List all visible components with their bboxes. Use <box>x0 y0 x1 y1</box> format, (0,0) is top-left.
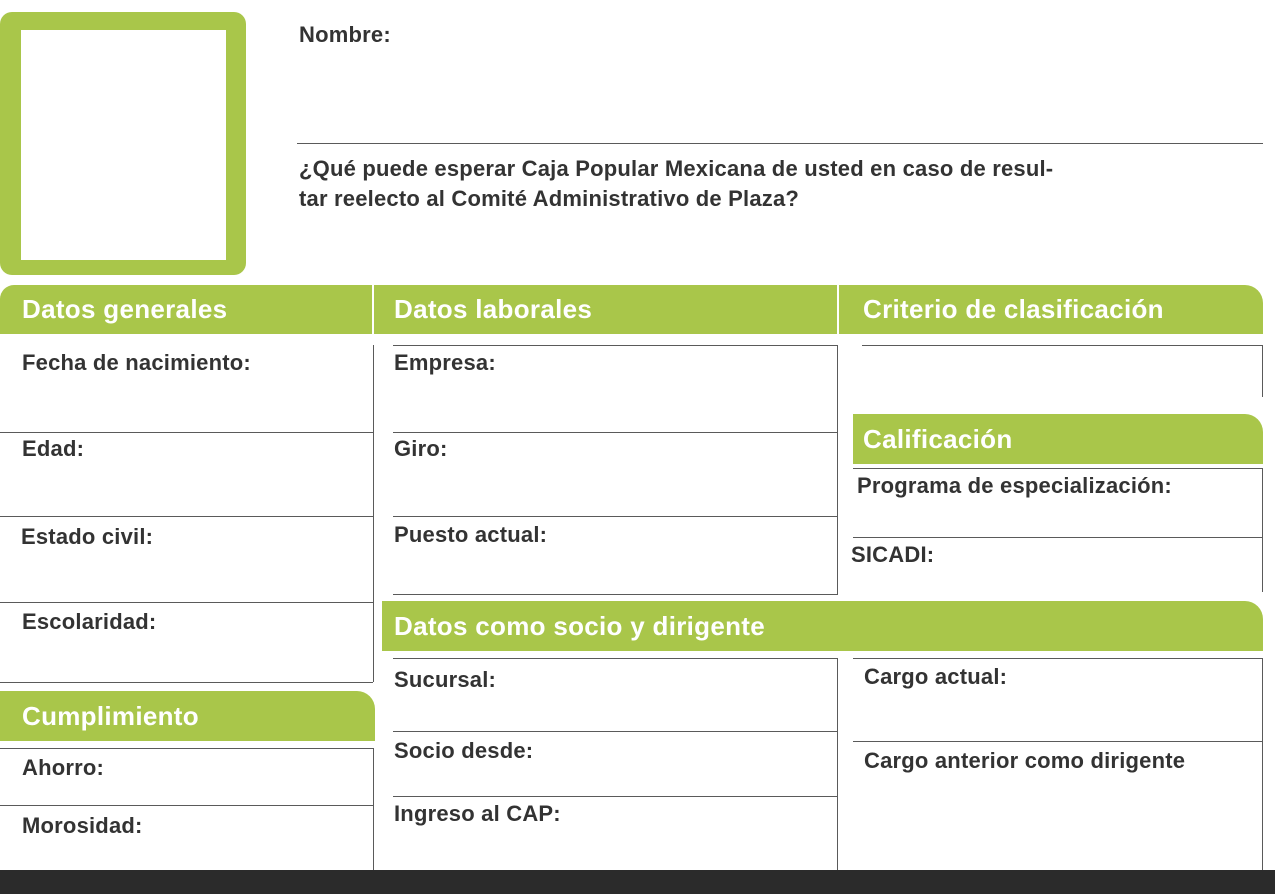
divider <box>393 658 837 659</box>
cargo-anterior-label: Cargo anterior como dirigente <box>864 748 1186 773</box>
fecha-nacimiento-label: Fecha de nacimiento: <box>22 350 251 375</box>
calificacion-header <box>853 414 1263 464</box>
giro-label: Giro: <box>394 436 448 461</box>
puesto-actual-label: Puesto actual: <box>394 522 548 547</box>
divider <box>393 345 837 346</box>
divider <box>393 516 837 517</box>
column-divider <box>1262 658 1263 870</box>
divider <box>862 345 1262 346</box>
datos-laborales-header <box>374 285 837 334</box>
divider <box>393 432 837 433</box>
divider <box>393 594 837 595</box>
cumplimiento-title: Cumplimiento <box>22 700 199 731</box>
divider <box>0 748 373 749</box>
sucursal-label: Sucursal: <box>394 667 497 692</box>
divider <box>0 432 373 433</box>
divider <box>393 796 837 797</box>
cumplimiento-header <box>0 691 375 741</box>
question-line-2: tar reelecto al Comité Administrativo de Plaza? <box>299 186 800 211</box>
divider <box>393 731 837 732</box>
escolaridad-label: Escolaridad: <box>22 609 157 634</box>
datos-generales-title: Datos generales <box>22 294 228 324</box>
criterio-title: Criterio de clasificación <box>863 294 1164 324</box>
divider <box>0 602 373 603</box>
ahorro-label: Ahorro: <box>22 755 105 780</box>
ingreso-cap-label: Ingreso al CAP: <box>394 801 561 826</box>
datos-laborales-title: Datos laborales <box>394 294 593 324</box>
column-divider <box>1262 468 1263 592</box>
question-line-1: ¿Qué puede esperar Caja Popular Mexicana de usted en caso de resul- <box>299 156 1054 181</box>
column-divider <box>837 658 838 870</box>
calificacion-title: Calificación <box>863 423 1013 454</box>
divider <box>853 741 1262 742</box>
footer-bar <box>0 870 1275 894</box>
cargo-actual-label: Cargo actual: <box>864 664 1008 689</box>
column-divider <box>373 345 374 682</box>
column-divider <box>1262 345 1263 397</box>
criterio-header <box>839 285 1263 334</box>
column-divider <box>373 748 374 870</box>
datos-generales-header <box>0 285 372 334</box>
divider <box>853 537 1262 538</box>
socio-desde-label: Socio desde: <box>394 738 534 763</box>
edad-label: Edad: <box>22 436 85 461</box>
divider <box>0 682 373 683</box>
divider <box>0 516 373 517</box>
estado-civil-label: Estado civil: <box>21 524 154 549</box>
nombre-label: Nombre: <box>299 22 391 47</box>
programa-especializacion-label: Programa de especialización: <box>857 473 1172 498</box>
column-divider <box>837 345 838 595</box>
socio-dirigente-title: Datos como socio y dirigente <box>394 610 766 641</box>
divider <box>0 805 373 806</box>
sicadi-label: SICADI: <box>851 542 935 567</box>
divider <box>853 468 1262 469</box>
socio-dirigente-header <box>382 601 1263 651</box>
empresa-label: Empresa: <box>394 350 496 375</box>
photo-placeholder[interactable] <box>21 30 226 260</box>
divider <box>853 658 1262 659</box>
morosidad-label: Morosidad: <box>22 813 143 838</box>
nombre-line <box>297 143 1263 144</box>
